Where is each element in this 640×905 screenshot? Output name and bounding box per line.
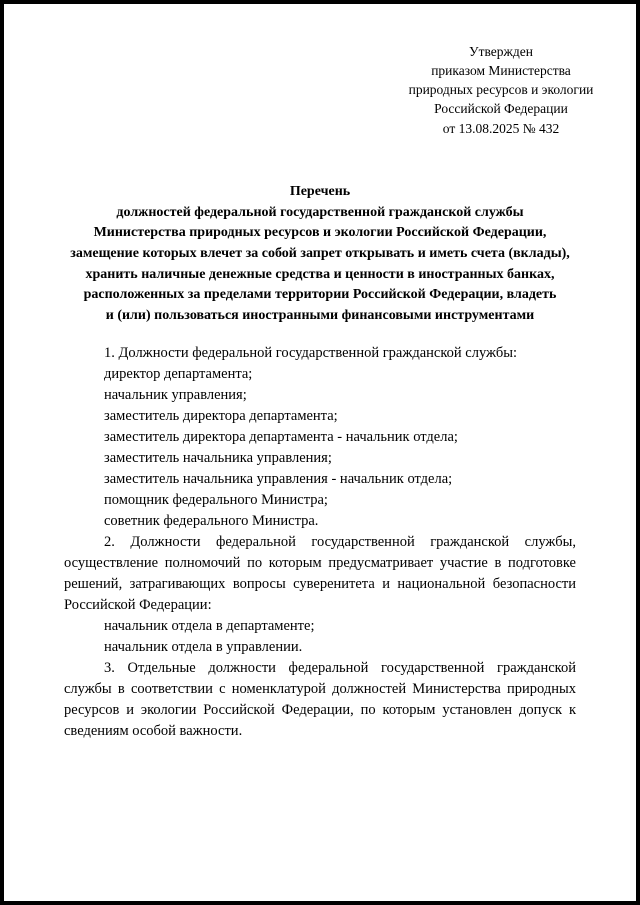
position-item: начальник отдела в управлении.: [104, 639, 303, 656]
position-item: советник федерального Министра.: [104, 512, 319, 529]
section-2-intro: 2. Должности федеральной государственной гражданской службы, осуществление полномочий по которым предусматривает участие в подготовке решений, затрагивающих вопросы суверенитета и национальной безопасности Российской Федерации:: [64, 533, 576, 613]
approval-line: от 13.08.2025 № 432: [442, 120, 560, 136]
section-1-list: [64, 364, 576, 532]
section-2-list: [64, 616, 576, 658]
position-item: заместитель начальника управления - начальник отдела;: [104, 470, 453, 487]
section-3-text: 3. Отдельные должности федеральной государственной гражданской службы в соответствии с номенклатурой должностей Министерства природных ресурсов и экологии Российской Федерации, по которым установлен допуск к сведениям особой важности.: [64, 660, 576, 740]
title-line: замещение которых влечет за собой запрет открывать и иметь счета (вклады),: [70, 245, 570, 261]
title-line: хранить наличные денежные средства и ценности в иностранных банках,: [85, 266, 555, 282]
position-item: помощник федерального Министра;: [104, 491, 328, 508]
title-line: должностей федеральной государственной гражданской службы: [116, 204, 524, 220]
approval-block: [384, 42, 618, 138]
position-item: заместитель директора департамента - начальник отдела;: [104, 428, 458, 445]
position-item: начальник отдела в департаменте;: [104, 618, 315, 635]
title-line: расположенных за пределами территории Российской Федерации, владеть: [83, 287, 557, 303]
approval-line: природных ресурсов и экологии: [408, 82, 594, 98]
title-line: Министерства природных ресурсов и экологии Российской Федерации,: [93, 225, 547, 241]
position-item: заместитель директора департамента;: [104, 407, 338, 424]
approval-line: приказом Министерства: [431, 63, 571, 79]
document-title: [64, 182, 576, 327]
position-item: директор департамента;: [104, 365, 253, 382]
title-line: Перечень: [289, 183, 351, 199]
position-item: заместитель начальника управления;: [104, 449, 332, 466]
approval-line: Утвержден: [469, 44, 533, 59]
position-item: начальник управления;: [104, 386, 247, 403]
title-line: и (или) пользоваться иностранными финансовыми инструментами: [105, 308, 535, 324]
section-1-intro: 1. Должности федеральной государственной гражданской службы:: [104, 344, 518, 361]
approval-line: Российской Федерации: [434, 101, 568, 117]
document-body: [64, 343, 576, 742]
